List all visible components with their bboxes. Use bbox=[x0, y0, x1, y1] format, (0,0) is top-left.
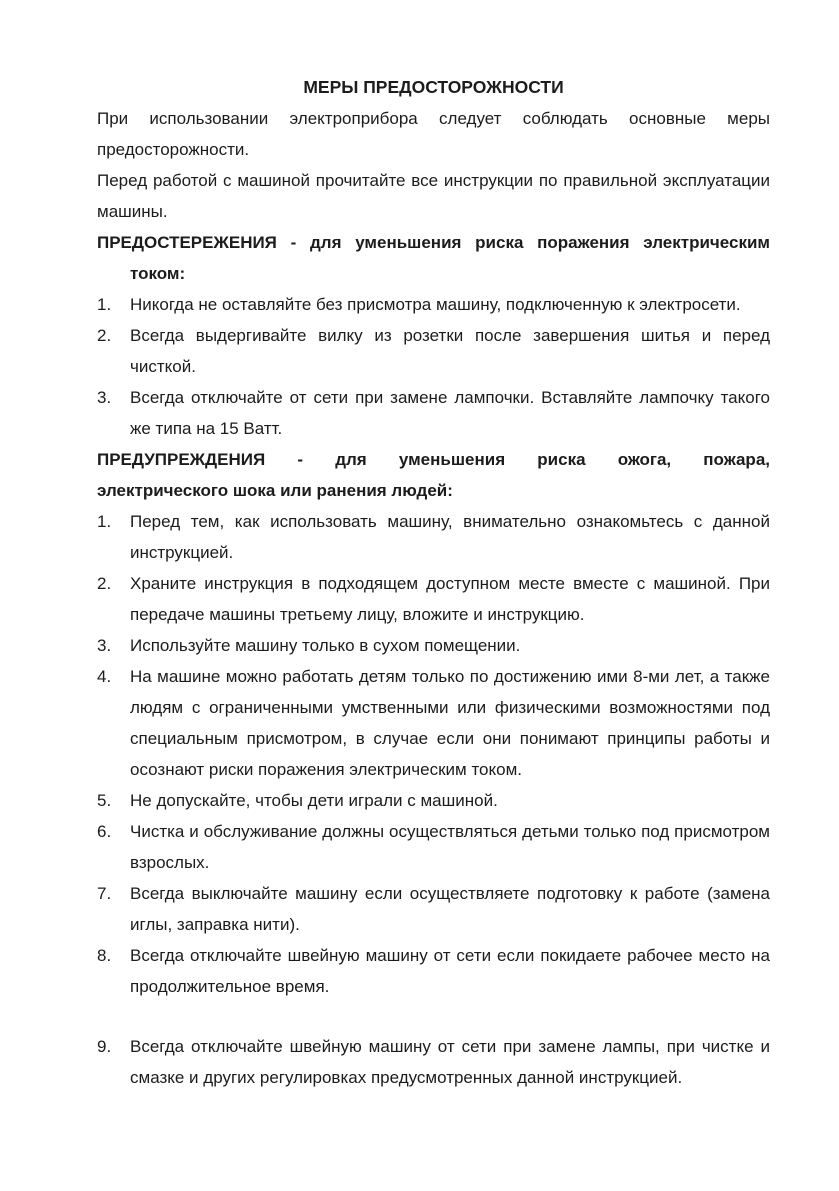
list-item-number: 2. bbox=[97, 574, 112, 593]
caution-list bbox=[97, 289, 770, 444]
list-item bbox=[97, 506, 770, 568]
list-item bbox=[97, 661, 770, 785]
caution-heading-line2: током: bbox=[130, 264, 186, 283]
list-item-number: 5. bbox=[97, 791, 112, 810]
list-item-number: 8. bbox=[97, 946, 112, 965]
list-item-number: 4. bbox=[97, 667, 112, 686]
list-item-number: 6. bbox=[97, 822, 112, 841]
list-item-text: Всегда отключайте швейную машину от сети при замене лампы, при чистке и смазке и других регулировках предусмотренных данной инструкцией. bbox=[130, 1037, 770, 1087]
list-item-number: 1. bbox=[97, 512, 112, 531]
list-item-text: Всегда выключайте машину если осуществляете подготовку к работе (замена иглы, заправка нити). bbox=[130, 884, 770, 934]
list-item-number: 1. bbox=[97, 295, 112, 314]
caution-heading-line1: ПРЕДОСТЕРЕЖЕНИЯ - для уменьшения риска поражения электрическим bbox=[97, 233, 770, 252]
caution-heading bbox=[97, 227, 770, 289]
list-item bbox=[97, 816, 770, 878]
list-item bbox=[97, 785, 770, 816]
page-title: МЕРЫ ПРЕДОСТОРОЖНОСТИ bbox=[303, 77, 564, 97]
list-item bbox=[97, 568, 770, 630]
warning-heading-line2: электрического шока или ранения людей: bbox=[97, 481, 453, 500]
list-item-number: 3. bbox=[97, 388, 112, 407]
list-item-number: 9. bbox=[97, 1037, 112, 1056]
list-item-text: Всегда отключайте от сети при замене лампочки. Вставляйте лампочку такого же типа на 15 Ватт. bbox=[130, 388, 770, 438]
list-item bbox=[97, 630, 770, 661]
list-item bbox=[97, 878, 770, 940]
list-item-number: 2. bbox=[97, 326, 112, 345]
list-item bbox=[97, 1031, 770, 1093]
list-item-text: На машине можно работать детям только по достижению ими 8-ми лет, а также людям с ограниченными умственными или физическими возможностями под специальным присмотром, в случае если они понимают принципы работы и осознают риски поражения электрическим током. bbox=[130, 667, 770, 779]
list-item bbox=[97, 320, 770, 382]
list-item-number: 3. bbox=[97, 636, 112, 655]
list-item-text: Используйте машину только в сухом помещении. bbox=[130, 636, 521, 655]
intro-paragraph-1: При использовании электроприбора следует соблюдать основные меры предосторожности. bbox=[97, 109, 770, 159]
list-item-text: Чистка и обслуживание должны осуществляться детьми только под присмотром взрослых. bbox=[130, 822, 770, 872]
list-item bbox=[97, 382, 770, 444]
warning-heading bbox=[97, 444, 770, 506]
list-item bbox=[97, 289, 770, 320]
list-item-number: 7. bbox=[97, 884, 112, 903]
list-item bbox=[97, 940, 770, 1002]
list-item-text: Не допускайте, чтобы дети играли с машиной. bbox=[130, 791, 498, 810]
list-item-text: Храните инструкция в подходящем доступном месте вместе с машиной. При передаче машины третьему лицу, вложите и инструкцию. bbox=[130, 574, 770, 624]
list-item-text: Всегда отключайте швейную машину от сети если покидаете рабочее место на продолжительное время. bbox=[130, 946, 770, 996]
warning-list bbox=[97, 506, 770, 1093]
intro-paragraph-2: Перед работой с машиной прочитайте все инструкции по правильной эксплуатации машины. bbox=[97, 171, 770, 221]
list-item-text: Всегда выдергивайте вилку из розетки после завершения шитья и перед чисткой. bbox=[130, 326, 770, 376]
list-item-text: Никогда не оставляйте без присмотра машину, подключенную к электросети. bbox=[130, 295, 741, 314]
list-item-text: Перед тем, как использовать машину, внимательно ознакомьтесь с данной инструкцией. bbox=[130, 512, 770, 562]
warning-heading-line1: ПРЕДУПРЕЖДЕНИЯ - для уменьшения риска ожога, пожара, bbox=[97, 450, 770, 469]
